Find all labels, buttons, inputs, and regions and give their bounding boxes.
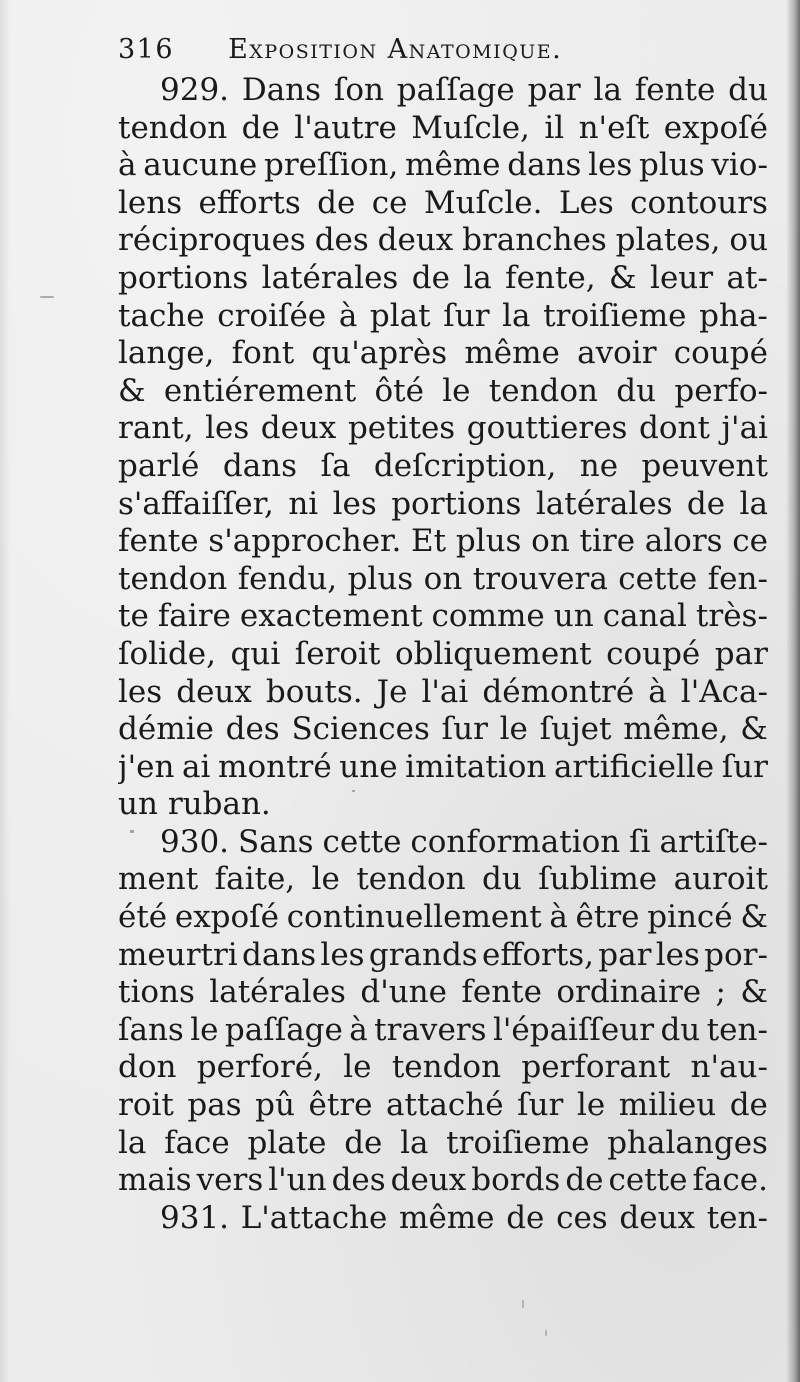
word: ordinaire bbox=[556, 974, 702, 1011]
word: imitation bbox=[405, 748, 547, 785]
text-line bbox=[118, 937, 768, 975]
text-line bbox=[118, 72, 768, 110]
word: L'attache bbox=[240, 1199, 388, 1236]
word: peuvent bbox=[641, 447, 768, 484]
word: des bbox=[314, 222, 369, 259]
word: latérales bbox=[535, 485, 673, 522]
word: font bbox=[231, 335, 295, 372]
word: cette bbox=[618, 560, 698, 597]
page-header bbox=[118, 34, 718, 74]
word: phalanges bbox=[607, 1124, 768, 1161]
word: expoſé bbox=[663, 109, 768, 146]
word: expoſé bbox=[174, 899, 279, 936]
word: la bbox=[463, 259, 492, 296]
word: 929. bbox=[160, 72, 230, 108]
word: ſans bbox=[118, 1011, 184, 1048]
text-line bbox=[118, 147, 768, 185]
word: obliquement bbox=[394, 635, 592, 672]
word: artificielle bbox=[553, 748, 715, 785]
word: été bbox=[118, 899, 168, 936]
word: ; bbox=[715, 974, 726, 1011]
word: l'un bbox=[268, 1162, 327, 1199]
word: Muſcle, bbox=[411, 109, 530, 146]
word: troiſieme bbox=[543, 297, 687, 334]
word: dans bbox=[241, 936, 317, 973]
word: comme bbox=[431, 598, 545, 635]
running-title: Exposition Anatomique. bbox=[228, 34, 563, 65]
text-line bbox=[118, 260, 768, 298]
word: du bbox=[660, 1011, 701, 1048]
text-line bbox=[118, 298, 768, 336]
text-line bbox=[118, 448, 768, 486]
word: alors bbox=[644, 523, 723, 560]
word: ſujet bbox=[539, 711, 612, 748]
word: ce bbox=[371, 184, 408, 221]
word: deux bbox=[390, 1162, 467, 1199]
word: un bbox=[118, 786, 158, 823]
word: Les bbox=[558, 184, 614, 221]
word: par bbox=[527, 72, 581, 108]
word: l'épaiſſeur bbox=[492, 1011, 655, 1048]
word: fendu, bbox=[237, 560, 338, 597]
word: les bbox=[655, 936, 700, 973]
word: ce bbox=[732, 523, 768, 560]
word: n'eſt bbox=[578, 109, 650, 146]
word: Dans bbox=[241, 72, 322, 108]
word: tache bbox=[118, 297, 205, 334]
word: à bbox=[648, 673, 667, 710]
word: le bbox=[343, 1049, 372, 1086]
word: ſublime bbox=[538, 861, 658, 898]
word: perfo- bbox=[674, 372, 768, 409]
word: de bbox=[241, 109, 280, 146]
word: même bbox=[399, 1199, 495, 1236]
word: les bbox=[332, 485, 377, 522]
word: branches bbox=[462, 222, 607, 259]
word: canal bbox=[602, 598, 687, 635]
word: avoir bbox=[577, 335, 657, 372]
word: à bbox=[338, 297, 358, 334]
word: leur bbox=[650, 259, 714, 296]
word: les bbox=[320, 936, 365, 973]
word: don bbox=[118, 1049, 177, 1086]
word: à bbox=[118, 147, 137, 184]
word: & bbox=[740, 899, 768, 936]
page-number: 316 bbox=[118, 34, 175, 65]
word: ces bbox=[556, 1199, 608, 1236]
word: tions bbox=[118, 974, 195, 1011]
word: par bbox=[714, 635, 768, 672]
word: milieu bbox=[618, 1087, 717, 1124]
word: de bbox=[317, 184, 356, 221]
word: être bbox=[308, 1087, 373, 1124]
word: on bbox=[531, 523, 570, 560]
word: ſa bbox=[320, 447, 351, 484]
word: montré bbox=[218, 748, 332, 785]
word: conformation bbox=[410, 823, 621, 860]
word: face bbox=[164, 1124, 230, 1161]
word: le bbox=[190, 1011, 219, 1048]
word: pas bbox=[187, 1087, 242, 1124]
word: faite, bbox=[214, 861, 296, 898]
word: du bbox=[728, 72, 768, 108]
word: ſur bbox=[441, 711, 488, 748]
word: fen- bbox=[707, 560, 768, 597]
word: attaché bbox=[386, 1087, 504, 1124]
text-line bbox=[118, 786, 768, 824]
word: à bbox=[549, 899, 568, 936]
word: at- bbox=[726, 259, 768, 296]
word: mais bbox=[118, 1162, 192, 1199]
word: Je bbox=[376, 673, 408, 710]
word: efforts, bbox=[481, 936, 595, 973]
word: plus bbox=[455, 523, 522, 560]
word: artiſte- bbox=[659, 823, 768, 860]
word: de bbox=[411, 259, 450, 296]
word: rant, bbox=[118, 410, 194, 447]
word: roit bbox=[118, 1087, 174, 1124]
text-line bbox=[118, 1162, 768, 1200]
word: des bbox=[331, 1162, 386, 1199]
word: ſur bbox=[517, 1087, 564, 1124]
word: & bbox=[740, 711, 768, 748]
word: & bbox=[609, 259, 637, 296]
word: l'autre bbox=[294, 109, 397, 146]
word: portions bbox=[118, 259, 249, 296]
word: coupé bbox=[606, 635, 701, 672]
word: fente bbox=[461, 974, 542, 1011]
word: tendon bbox=[391, 1049, 502, 1086]
page-gutter-shadow bbox=[0, 0, 10, 1382]
paper-blemish bbox=[545, 1330, 547, 1336]
word: cette bbox=[608, 1162, 688, 1199]
word: de bbox=[506, 1199, 545, 1236]
page-edge-shadow bbox=[786, 0, 800, 1382]
text-line bbox=[118, 1049, 768, 1087]
word: aucune bbox=[143, 147, 258, 184]
word: de bbox=[344, 1124, 383, 1161]
word: vio- bbox=[711, 147, 768, 184]
text-line bbox=[118, 335, 768, 373]
word: qu'après bbox=[311, 335, 448, 372]
paper-blemish bbox=[352, 790, 355, 792]
word: petites bbox=[347, 410, 456, 447]
word: bouts. bbox=[265, 673, 363, 710]
word: deux bbox=[619, 1199, 696, 1236]
word: preſſion, bbox=[263, 147, 399, 184]
word: même bbox=[405, 147, 501, 184]
word: les bbox=[588, 147, 633, 184]
word: ſeroit bbox=[294, 635, 381, 672]
word: gouttieres bbox=[466, 410, 628, 447]
word: Sciences bbox=[291, 711, 430, 748]
word: démontré bbox=[482, 673, 635, 710]
word: tendon bbox=[118, 109, 228, 146]
word: croiſée bbox=[217, 297, 327, 334]
word: les bbox=[118, 673, 163, 710]
word: un bbox=[553, 598, 594, 635]
word: la bbox=[400, 1124, 429, 1161]
text-line bbox=[118, 598, 768, 636]
word: j'en bbox=[118, 748, 175, 785]
word: troiſieme bbox=[446, 1124, 590, 1161]
word: tendon bbox=[488, 372, 599, 409]
text-line bbox=[118, 410, 768, 448]
word: meurtri bbox=[118, 936, 238, 973]
text-line bbox=[118, 824, 768, 862]
text-line bbox=[118, 1012, 768, 1050]
word: pû bbox=[255, 1087, 295, 1124]
word: latérales bbox=[261, 259, 399, 296]
word: Sans bbox=[237, 823, 314, 860]
text-line bbox=[118, 561, 768, 599]
word: cette bbox=[322, 823, 402, 860]
word: l'Aca- bbox=[680, 673, 768, 710]
word: latérales bbox=[209, 974, 346, 1011]
word: tendon bbox=[356, 861, 466, 898]
word: lens bbox=[118, 184, 183, 221]
word: perforant bbox=[521, 1049, 671, 1086]
word: l'ai bbox=[421, 673, 469, 710]
text-line bbox=[118, 1200, 768, 1238]
word: vers bbox=[196, 1162, 264, 1199]
word: plates, bbox=[615, 222, 721, 259]
word: ten- bbox=[706, 1199, 768, 1236]
word: ſolide, bbox=[118, 635, 217, 672]
word: de bbox=[686, 485, 726, 522]
word: la bbox=[118, 1124, 147, 1161]
word: du bbox=[482, 861, 522, 898]
text-line bbox=[118, 222, 768, 260]
text-line bbox=[118, 899, 768, 937]
word: une bbox=[339, 748, 398, 785]
word: s'approcher. bbox=[208, 523, 402, 560]
word: du bbox=[616, 372, 657, 409]
word: entiérement bbox=[163, 372, 357, 409]
word: la bbox=[593, 72, 622, 108]
word: paſſage bbox=[396, 72, 515, 108]
text-line bbox=[118, 711, 768, 749]
word: à bbox=[349, 1011, 368, 1048]
word: paſſage bbox=[224, 1011, 343, 1048]
word: le bbox=[499, 711, 528, 748]
word: por- bbox=[704, 936, 768, 973]
word: plate bbox=[247, 1124, 327, 1161]
word: la bbox=[502, 297, 531, 334]
word: te bbox=[118, 598, 149, 635]
word: parlé bbox=[118, 447, 200, 484]
word: des bbox=[225, 711, 280, 748]
word: trouvera bbox=[472, 560, 608, 597]
text-line bbox=[118, 674, 768, 712]
word: ni bbox=[288, 485, 319, 522]
word: ruban. bbox=[167, 786, 271, 823]
word: qui bbox=[230, 635, 281, 672]
text-line bbox=[118, 486, 768, 524]
word: être bbox=[575, 899, 640, 936]
word: le bbox=[576, 1087, 606, 1124]
text-line bbox=[118, 373, 768, 411]
body-text bbox=[118, 72, 768, 1237]
word: pha- bbox=[699, 297, 768, 334]
word: ai bbox=[182, 748, 211, 785]
word: deux bbox=[260, 410, 337, 447]
word: Muſcle. bbox=[423, 184, 543, 221]
word: efforts bbox=[198, 184, 301, 221]
word: faire bbox=[157, 598, 231, 635]
word: exactement bbox=[239, 598, 423, 635]
text-line bbox=[118, 1087, 768, 1125]
word: contours bbox=[630, 184, 768, 221]
word: même, bbox=[623, 711, 729, 748]
word: bords bbox=[471, 1162, 561, 1199]
word: deux bbox=[176, 673, 252, 710]
word: & bbox=[740, 974, 768, 1011]
word: ou bbox=[729, 222, 768, 259]
paper-blemish bbox=[40, 296, 54, 298]
word: perforé, bbox=[196, 1049, 323, 1086]
word: ne bbox=[579, 447, 619, 484]
word: lange, bbox=[118, 335, 215, 372]
word: il bbox=[544, 109, 565, 146]
word: dans bbox=[222, 447, 298, 484]
word: auroit bbox=[673, 861, 768, 898]
word: deſcription, bbox=[373, 447, 557, 484]
word: j'ai bbox=[721, 410, 768, 447]
word: n'au- bbox=[690, 1049, 768, 1086]
text-line bbox=[118, 636, 768, 674]
word: portions bbox=[391, 485, 522, 522]
word: 931. bbox=[160, 1199, 230, 1236]
word: plat bbox=[369, 297, 431, 334]
word: ten- bbox=[706, 1011, 768, 1048]
word: & bbox=[118, 372, 146, 409]
word: de bbox=[565, 1162, 604, 1199]
word: 930. bbox=[160, 823, 230, 860]
word: ôté bbox=[374, 372, 424, 409]
word: Et bbox=[411, 523, 447, 560]
text-line bbox=[118, 861, 768, 899]
word: de bbox=[729, 1087, 768, 1124]
paper-blemish bbox=[130, 830, 134, 833]
text-line bbox=[118, 974, 768, 1012]
text-line bbox=[118, 185, 768, 223]
word: même bbox=[464, 335, 560, 372]
paper-blemish bbox=[522, 1300, 524, 1308]
text-line bbox=[118, 523, 768, 561]
word: fente, bbox=[505, 259, 596, 296]
word: démie bbox=[118, 711, 214, 748]
word: plus bbox=[347, 560, 414, 597]
word: les bbox=[205, 410, 250, 447]
word: fente bbox=[634, 72, 716, 108]
text-line bbox=[118, 1125, 768, 1163]
word: tendon bbox=[118, 560, 228, 597]
word: dont bbox=[638, 410, 710, 447]
word: ſur bbox=[721, 748, 768, 785]
word: on bbox=[423, 560, 463, 597]
word: réciproques bbox=[118, 222, 306, 259]
word: continuellement bbox=[286, 899, 542, 936]
word: le bbox=[442, 372, 471, 409]
word: fente bbox=[118, 523, 199, 560]
word: plus bbox=[639, 147, 705, 184]
word: face. bbox=[692, 1162, 768, 1199]
word: très- bbox=[695, 598, 768, 635]
word: coupé bbox=[673, 335, 768, 372]
word: ſon bbox=[333, 72, 384, 108]
word: d'une bbox=[360, 974, 447, 1011]
word: le bbox=[311, 861, 340, 898]
word: dans bbox=[507, 147, 582, 184]
word: ment bbox=[118, 861, 199, 898]
word: tire bbox=[579, 523, 636, 560]
word: ſur bbox=[443, 297, 490, 334]
word: pincé bbox=[647, 899, 733, 936]
word: ſi bbox=[629, 823, 651, 860]
text-line bbox=[118, 110, 768, 148]
text-line bbox=[118, 749, 768, 787]
word: deux bbox=[377, 222, 454, 259]
word: travers bbox=[374, 1011, 487, 1048]
word: s'affaiſſer, bbox=[118, 485, 274, 522]
word: par bbox=[598, 936, 652, 973]
word: la bbox=[739, 485, 768, 522]
word: grands bbox=[368, 936, 478, 973]
